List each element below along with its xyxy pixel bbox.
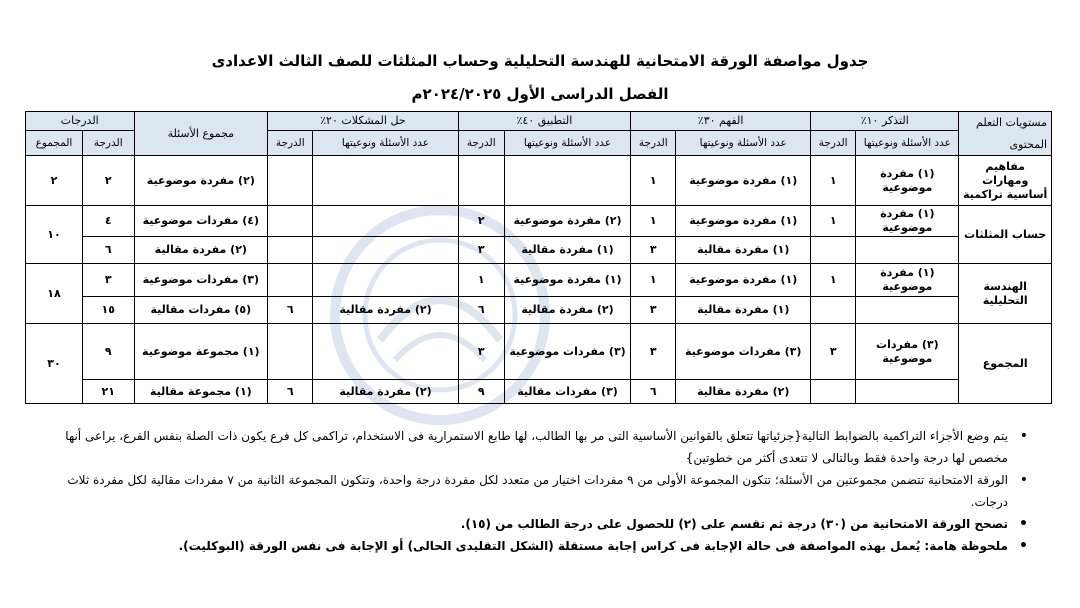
problem-header: حل المشكلات ٢٠٪ <box>268 112 458 131</box>
cell: ٣ <box>631 237 676 264</box>
cell: ٦ <box>268 380 313 404</box>
row-label-trig: حساب المثلثات <box>959 206 1052 264</box>
cell <box>268 264 313 297</box>
specification-table <box>25 111 1052 404</box>
cell <box>313 237 458 264</box>
cell: (١) مفردة موضوعية <box>676 264 811 297</box>
cell <box>458 156 504 206</box>
cell: ٦ <box>82 237 134 264</box>
bullet-icon: • <box>1019 472 1028 488</box>
bullet-icon: • <box>1019 428 1028 444</box>
cell: (٢) مفردة مقالية <box>676 380 811 404</box>
cell <box>268 324 313 380</box>
cell: (٢) مفردة مقالية <box>504 297 630 324</box>
row-label-totals: المجموع <box>959 324 1052 404</box>
cell: (١) مفردة موضوعية <box>676 206 811 237</box>
cell: ١ <box>631 206 676 237</box>
cell: ٩ <box>82 324 134 380</box>
note-text: يتم وضع الأجزاء التراكمية بالضوابط التالية{جزئياتها تتعلق بالقوانين الأساسية التى مر بها الطالب، لها طابع الاستمرارية فى الاستخدام، تراكمى كل فرع يكون ذات الصلة بنفس الفرع، يراعى أنها مخصص لها درجة واحدة فقط وبالتالى لا تتعدى أكثر من خطوتين} <box>65 429 1008 465</box>
understand-grade-header: الدرجة <box>631 131 676 156</box>
cell: ٢١ <box>82 380 134 404</box>
cell: ١ <box>811 206 856 237</box>
cell <box>268 237 313 264</box>
cell: (٣) مفردات موضوعية <box>676 324 811 380</box>
cell: ٣ <box>631 324 676 380</box>
cell <box>268 206 313 237</box>
cell: ٣ <box>82 264 134 297</box>
note-text: ملحوظة هامة: يُعمل بهذه المواصفة فى حالة الإجابة فى كراس إجابة مستقلة (الشكل التقليدى الحالى) أو الإجابة فى نفس الورقة (البوكليت). <box>178 539 1008 553</box>
cell: ١٠ <box>26 206 83 264</box>
cell: (١) مفردة موضوعية <box>856 156 959 206</box>
total-header: المجموع <box>26 131 83 156</box>
cell: ٣ <box>631 297 676 324</box>
note-text: الورقة الامتحانية تتضمن مجموعتين من الأسئلة؛ تتكون المجموعة الأولى من ٩ مفردات اختيار من متعدد لكل مفردة درجة واحدة، وتتكون المجموعة الثانية من ٧ مفردات مقالية لكل مفردة ثلاث درجات. <box>67 473 1008 509</box>
cell: ١ <box>811 156 856 206</box>
grades-header: الدرجات <box>26 112 135 131</box>
cell <box>313 324 458 380</box>
cell: ١ <box>811 264 856 297</box>
cell: ٢ <box>458 206 504 237</box>
questions-total-header: مجموع الأسئلة <box>134 112 268 156</box>
row-label-analytic: الهندسة التحليلية <box>959 264 1052 324</box>
cell: ٦ <box>268 297 313 324</box>
cell: (٣) مفردات موضوعية <box>856 324 959 380</box>
note-item <box>30 535 1030 557</box>
note-item <box>30 513 1030 535</box>
cell: (١) مفردة موضوعية <box>676 156 811 206</box>
cell: (١) مفردة مقالية <box>676 297 811 324</box>
cell <box>313 156 458 206</box>
cell: (٤) مفردات موضوعية <box>134 206 268 237</box>
cell <box>313 264 458 297</box>
cell: (٢) مفردة موضوعية <box>504 206 630 237</box>
cell: (١) مفردة مقالية <box>676 237 811 264</box>
grade-header: الدرجة <box>82 131 134 156</box>
cell: ٣ <box>811 324 856 380</box>
cell: (٣) مفردات مقالية <box>504 380 630 404</box>
cell: (٥) مفردات مقالية <box>134 297 268 324</box>
problem-grade-header: الدرجة <box>268 131 313 156</box>
apply-count-header: عدد الأسئلة ونوعيتها <box>504 131 630 156</box>
note-text: تصحح الورقة الامتحانية من (٣٠) درجة ثم تقسم على (٢) للحصول على درجة الطالب من (١٥). <box>460 517 1008 531</box>
cell <box>811 297 856 324</box>
apply-grade-header: الدرجة <box>458 131 504 156</box>
cell: ١ <box>458 264 504 297</box>
remember-grade-header: الدرجة <box>811 131 856 156</box>
cell: (١) مفردة موضوعية <box>856 264 959 297</box>
cell: ١٥ <box>82 297 134 324</box>
levels-header-bottom: المحتوى <box>1009 137 1047 151</box>
remember-header: التذكر ١٠٪ <box>811 112 959 131</box>
levels-header-cell <box>959 112 1052 156</box>
cell: (٣) مفردات موضوعية <box>134 264 268 297</box>
cell: ١ <box>631 156 676 206</box>
apply-header: التطبيق ٤٠٪ <box>458 112 631 131</box>
cell: ٣ <box>458 237 504 264</box>
cell: (٢) مفردة مقالية <box>313 297 458 324</box>
cell: ١٨ <box>26 264 83 324</box>
bullet-icon: • <box>1019 538 1028 554</box>
cell <box>268 156 313 206</box>
cell <box>811 237 856 264</box>
cell <box>856 237 959 264</box>
cell <box>856 380 959 404</box>
cell: ٣٠ <box>26 324 83 404</box>
bullet-icon: • <box>1019 516 1028 532</box>
cell <box>504 156 630 206</box>
cell <box>856 297 959 324</box>
cell: ٦ <box>458 297 504 324</box>
cell: (١) مفردة مقالية <box>504 237 630 264</box>
cell: (٢) مفردة مقالية <box>134 237 268 264</box>
note-item <box>30 425 1030 469</box>
row-label-concepts: مفاهيم ومهارات أساسية تراكمية <box>959 156 1052 206</box>
page-subtitle: الفصل الدراسى الأول ٢٠٢٤/٢٠٢٥م <box>411 85 669 103</box>
understand-count-header: عدد الأسئلة ونوعيتها <box>676 131 811 156</box>
notes-list <box>30 425 1030 557</box>
problem-count-header: عدد الأسئلة ونوعيتها <box>313 131 458 156</box>
cell: (١) مجموعة مقالية <box>134 380 268 404</box>
cell: (١) مفردة موضوعية <box>504 264 630 297</box>
cell: ٢ <box>82 156 134 206</box>
note-item <box>30 469 1030 513</box>
cell: ٦ <box>631 380 676 404</box>
cell: ١ <box>631 264 676 297</box>
cell: (٣) مفردات موضوعية <box>504 324 630 380</box>
understand-header: الفهم ٣٠٪ <box>631 112 811 131</box>
page-title: جدول مواصفة الورقة الامتحانية للهندسة التحليلية وحساب المثلثات للصف الثالث الاعدادى <box>211 52 869 70</box>
cell <box>811 380 856 404</box>
cell: (٢) مفردة موضوعية <box>134 156 268 206</box>
cell: (٢) مفردة مقالية <box>313 380 458 404</box>
remember-count-header: عدد الأسئلة ونوعيتها <box>856 131 959 156</box>
cell: ٣ <box>458 324 504 380</box>
cell <box>313 206 458 237</box>
cell: (١) مفردة موضوعية <box>856 206 959 237</box>
cell: ٩ <box>458 380 504 404</box>
cell: ٢ <box>26 156 83 206</box>
levels-header-top: مستويات التعلم <box>976 115 1047 129</box>
cell: ٤ <box>82 206 134 237</box>
cell: (١) مجموعة موضوعية <box>134 324 268 380</box>
